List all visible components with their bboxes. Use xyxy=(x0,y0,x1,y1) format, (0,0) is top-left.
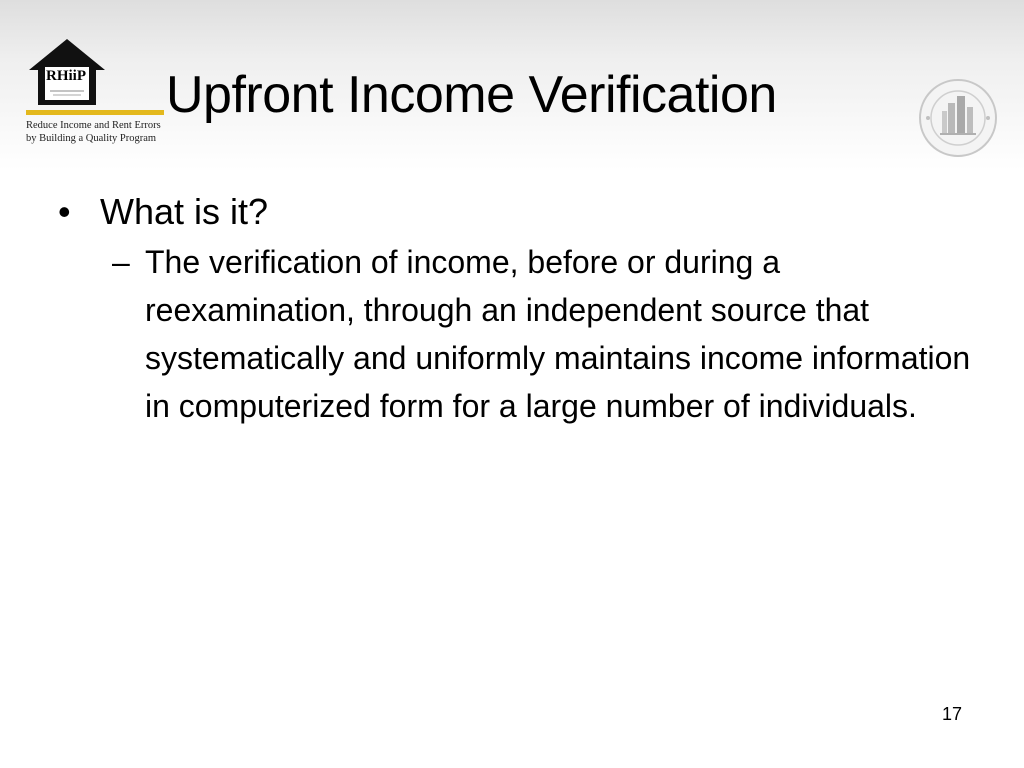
logo-wordmark: RHiiP xyxy=(46,68,86,84)
sub-bullet-text: The verification of income, before or during a reexamination, through an independent source that systematically and uniformly maintains income information in computerized form for a large number of individuals. xyxy=(145,244,971,424)
logo-accent-bar xyxy=(26,110,164,115)
page-number: 17 xyxy=(941,704,962,724)
bullet-marker: • xyxy=(58,191,71,232)
slide-body xyxy=(58,186,978,430)
logo-tagline: Reduce Income and Rent Errors by Building a Quality Program xyxy=(26,120,161,144)
sub-bullet-item xyxy=(112,238,985,430)
sub-bullet-marker: – xyxy=(112,244,130,280)
hud-seal-icon xyxy=(918,78,998,158)
slide-title: Upfront Income Verification xyxy=(166,66,777,124)
rhiip-logo xyxy=(26,36,168,166)
bullet-text: What is it? xyxy=(100,191,269,232)
bullet-item xyxy=(58,186,978,238)
